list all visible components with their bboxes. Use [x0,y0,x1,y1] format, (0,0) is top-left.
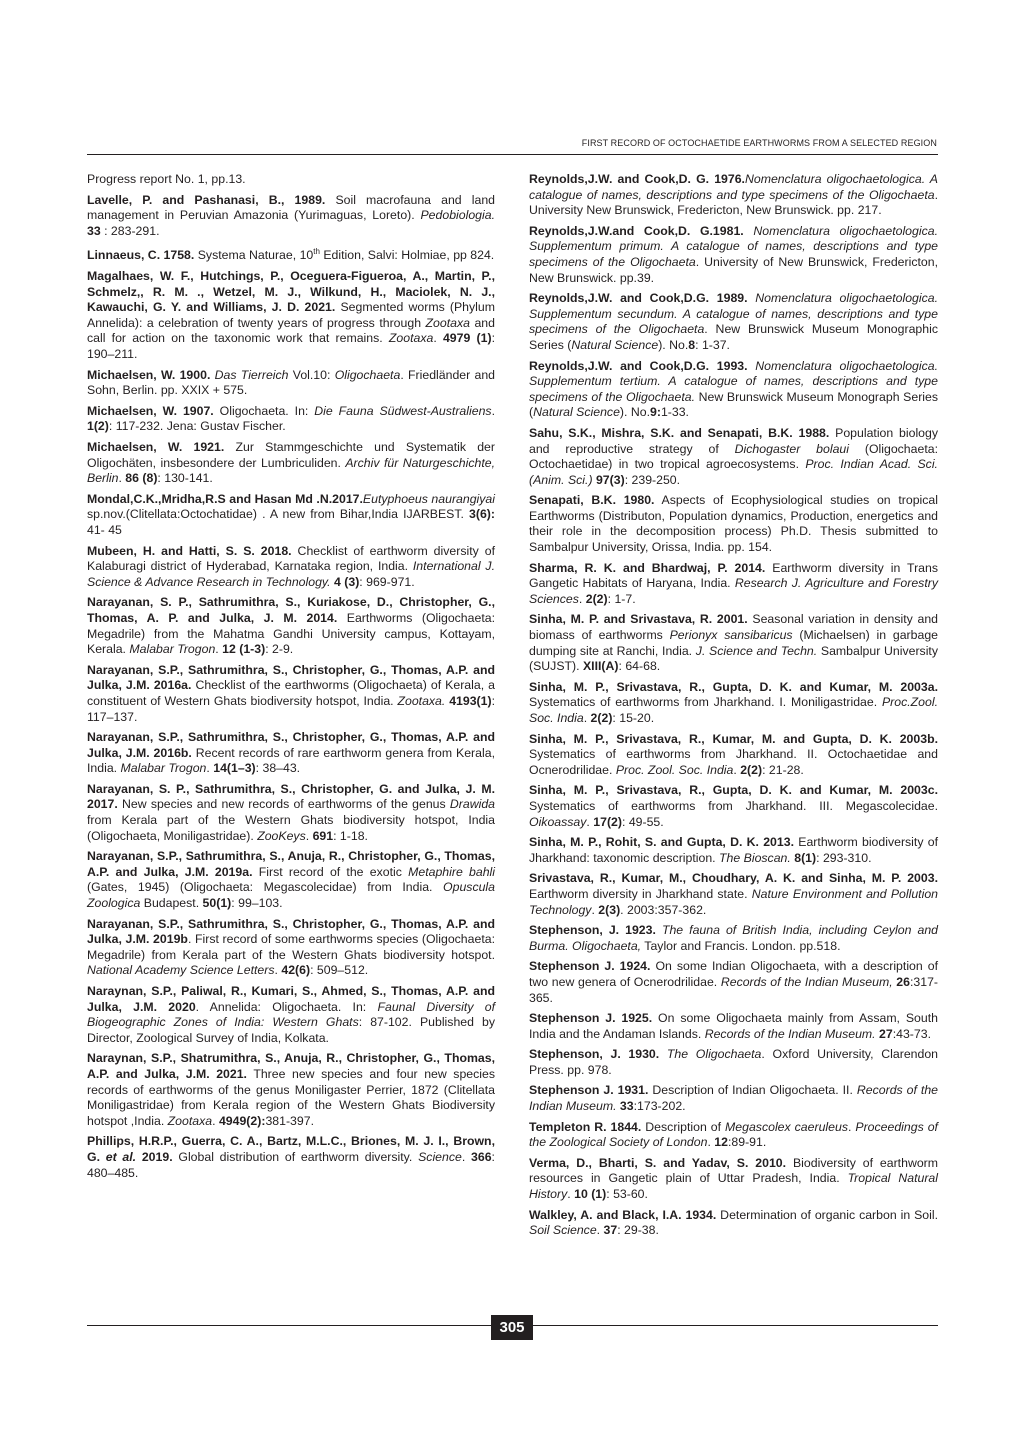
reference-entry [87,544,495,591]
reference-text: . [215,642,223,657]
reference-italic-title: Das Tierreich [214,367,289,382]
reference-entry [529,493,938,555]
reference-italic-title: Natural Science [571,337,659,352]
reference-authors: Templeton R. 1844. [529,1119,642,1134]
reference-italic-title: Proc.Zool. Soc. India [529,695,938,725]
reference-text: Systematics of earthworms from Jharkhand. III. Megascolecidae. [529,798,938,813]
reference-text [659,1047,667,1061]
reference-italic-title: Dichogaster bolaui [734,441,849,456]
reference-text: . University of New Brunswick, Fredericton, New Brunswick. pp.39. [529,254,938,285]
reference-authors: 27 [879,1026,893,1041]
reference-text: Aspects of Ecophysiological studies on tropical Earthworms (Distributon, Population dynamics, Production, energetics and their role in the decomposition process) Ph.D. Thesis submitted to Sambalpur University, Orissa, India. pp. 154. [529,493,938,555]
running-head: FIRST RECORD OF OCTOCHAETIDE EARTHWORMS FROM A SELECTED REGION [581,138,937,148]
reference-text: . 2003:357-362. [620,902,707,917]
reference-text: : 99–103. [231,896,283,911]
footer-rule-right [533,1325,938,1326]
reference-text: :43-73. [892,1026,931,1041]
reference-text: : 15-20. [612,711,655,725]
reference-text: : 1-18. [333,828,368,843]
reference-text: . [591,902,599,917]
reference-entry [87,269,495,363]
reference-authors: Linnaeus, C. 1758. [87,248,195,263]
reference-text: Oligochaeta. In: [213,403,315,418]
reference-italic-title: Nomenclatura oligochaetologica. Supplementum tertium. A catalogue of names, descriptions and type specimens of the Oligochaeta. [529,358,939,404]
reference-entry [529,835,938,866]
reference-italic-title: National Academy Science Letters [87,963,275,978]
reference-authors: Mondal,C.K.,Mridha,R.S and Hasan Md .N.2017. [87,491,363,506]
reference-text: Vol.10: [288,367,335,382]
reference-authors: Narayanan, S.P., Sathrumithra, S., Anuja, R., Christopher, G., Thomas, A.P. and Julka, J.M. 2019a. [87,849,495,879]
reference-text: Soil macrofauna and land management in Peruvian Amazonia (Yurimaguas, Loreto). [87,192,495,223]
reference-text: . [733,762,741,777]
reference-authors: Stephenson J. 1924. [529,959,651,974]
reference-authors: Reynolds,J.W.and Cook,D. G.1981. [529,223,744,238]
reference-italic-title: The fauna of British India, including Ceylon and Burma. Oligochaeta, [529,923,938,953]
reference-italic-title: Nomenclatura oligochaetologica. Supplementum primum. A catalogue of names, descriptions and type specimens of the Oligochaeta [529,223,938,269]
reference-authors: 12 [714,1135,728,1150]
reference-authors: Reynolds,J.W. and Cook,D.G. 1989. [529,291,748,306]
reference-text: Three new species and four new species records of earthworms of the genus Moniligaster Perrier, 1872 (Clitellata Moniligastridae) from Kerala region of the Western Ghats Biodiversity hotspot ,India. [87,1066,496,1128]
reference-text: Seasonal variation in density and biomass of earthworms [529,612,939,643]
reference-text: :173-202. [633,1099,686,1114]
footer-rule-left [87,1325,491,1326]
reference-text: Systema Naturae, 10 [194,248,314,263]
reference-text: Earthworm diversity in Trans Gangetic Habitats of Haryana, India. [529,560,938,591]
reference-italic-title: International J. Science & Advance Research in Technology. [87,559,495,589]
reference-entry [529,561,938,608]
reference-text: : 38–43. [255,761,301,776]
reference-italic-title: Oligochaeta [334,367,401,382]
reference-italic-title: The Bioscan. [719,850,791,865]
reference-text: New Brunswick Museum Monograph Series ( [529,389,939,420]
reference-text: . [274,963,282,978]
references-right-column [529,172,938,1244]
reference-text: : 480–485. [87,1149,495,1180]
reference-authors: 4979 (1) [442,331,492,346]
reference-italic-title: Zootaxa [167,1113,213,1128]
reference-italic-title: Proc. Indian Acad. Sci. (Anim. Sci.) [529,457,938,487]
reference-text: On some Indian Oligochaeta, with a description of two new genera of Ocnerodrilidae. [529,959,938,989]
reference-authors: et al. [105,1149,137,1164]
reference-text: ). No. [619,405,650,420]
reference-text: . [567,1187,575,1202]
reference-authors: 2(3) [598,902,621,917]
reference-italic-title: Pedobiologia. [420,208,495,223]
reference-text: First record of the exotic [252,864,409,879]
reference-text: . First record of some earthworms species (Oligochaeta: Megadrile) from Kerala part of the Western Ghats biodiversity hotspot. [87,932,496,962]
reference-entry [529,1083,938,1114]
reference-text: Checklist of the earthworms (Oligochaeta) of Kerala, a constituent of Western Ghats biodiversity hotspot, India. [87,678,495,708]
reference-italic-title: ZooKeys [257,828,306,843]
reference-text: Sambalpur University (SUJST). [529,643,939,674]
reference-authors: 86 (8) [125,471,158,486]
reference-text: . [578,591,586,606]
reference-authors: Narayanan, S.P., Sathrumithra, S., Christopher, G., Thomas, A.P. and Julka, J.M. 2016b. [87,730,495,760]
reference-entry [87,492,495,539]
reference-entry [529,783,938,830]
reference-italic-title: Eutyphoeus naurangiyai [362,491,496,506]
reference-text: Earthworms (Oligochaeta: Megadrile) from the Mahatma Gandhi University campus, Kottayam, Kerala. [87,610,495,657]
reference-authors: Michaelsen, W. 1921. [87,440,225,454]
reference-text: Global distribution of earthworm diversity. [172,1149,419,1164]
reference-text: . [596,1223,604,1238]
reference-authors: Sharma, R. K. and Bhardwaj, P. 2014. [529,560,766,575]
reference-text: Edition, Salvi: Holmiae, pp 824. [319,248,495,263]
reference-text: . [212,1113,219,1128]
reference-authors: 4193(1) [449,693,492,708]
reference-entry [529,1047,938,1078]
reference-authors: 8(1) [794,850,817,865]
reference-authors: 10 (1) [574,1187,607,1202]
reference-italic-title: Zootaxa. [397,693,446,708]
reference-text: 381-397. [265,1113,314,1128]
reference-authors: 2(2) [590,711,613,725]
reference-entry [87,172,495,188]
reference-authors: 2(2) [585,591,608,606]
reference-italic-title: Perionyx sansibaricus [669,628,793,643]
reference-italic-title: The Oligochaeta [666,1047,762,1062]
reference-authors: Magalhaes, W. F., Hutchings, P., Oceguera-Figueroa, A., Martin, P., Schmelz,, R. M. ., Wetzel, M. J., Wilkund, H., Maciolek, N. J., Kawauchi, G. Y. and Williams, J. D. 2021. [87,269,495,315]
reference-text: . New Brunswick Museum Monographic Series ( [529,322,938,352]
reference-text: . [461,1149,472,1164]
reference-text: Progress report No. 1, pp.13. [87,172,246,186]
reference-entry [87,663,495,725]
reference-text: . [707,1135,715,1150]
reference-text: Budapest. [140,896,203,911]
reference-text: : 53-60. [606,1187,648,1202]
reference-authors: 33 [87,223,101,238]
reference-entry [529,612,938,674]
reference-italic-title: Oikoassay [529,814,587,829]
reference-authors: Michaelsen, W. 1900. [87,367,211,382]
reference-text: . [847,1119,856,1134]
reference-authors: 33 [619,1099,634,1114]
reference-authors: 4949(2): [218,1113,266,1128]
reference-authors: Reynolds,J.W. and Cook,D.G. 1993. [529,358,748,373]
reference-text: Zur Stammgeschichte und Systematik der Oligochäten, insbesondere der Lumbriculiden. [87,440,495,470]
reference-entry [529,1011,938,1042]
reference-italic-title: Drawida [449,797,495,812]
reference-italic-title: Proc. Zool. Soc. India [615,762,734,777]
reference-italic-title: Records of the Indian Museum. [529,1083,939,1114]
reference-text: . Friedländer and Sohn, Berlin. pp. XXIX + 575. [87,367,496,398]
reference-authors: Stephenson J. 1931. [529,1083,649,1098]
reference-authors: 14(1–3) [213,761,256,776]
reference-authors: Sahu, S.K., Mishra, S.K. and Senapati, B.K. 1988. [529,425,830,440]
reference-text: : 130-141. [157,471,213,486]
reference-authors: 37 [603,1223,618,1238]
reference-italic-title: Nomenclatura oligochaetologica. Supplementum secundum. A catalogue of names, descriptions and type specimens of the Oligochaeta [529,291,939,337]
reference-text: New species and new records of earthworms of the genus [117,797,450,812]
reference-italic-title: Nature Environment and Pollution Technology [529,886,938,917]
reference-entry [529,1208,938,1239]
reference-italic-title: Proceedings of the Zoological Society of London [529,1119,938,1150]
reference-authors: 2(2) [740,762,763,777]
reference-text: . [433,331,443,346]
reference-entry [87,1051,495,1129]
reference-text: Biodiversity of earthworm resources in Gangetic plain of Uttar Pradesh, India. [529,1155,938,1186]
reference-text: : 283-291. [100,223,160,238]
reference-authors: Stephenson J. 1925. [529,1011,653,1026]
reference-text: . [491,403,495,418]
reference-text: Description of Indian Oligochaeta. II. [648,1083,857,1098]
reference-text: (Oligochaeta: Octochaetidae) in two tropical agroecosystems. [529,441,938,472]
reference-authors: 4 (3) [334,574,360,589]
reference-italic-title: Zootaxa [425,315,470,330]
reference-text: from Kerala part of the Western Ghats biodiversity hotspot, India (Oligochaeta, Moniligastridae). [87,813,495,843]
reference-entry [87,404,495,435]
reference-text: . [583,711,591,725]
reference-text: On some Oligochaeta mainly from Assam, South India and the Andaman Islands. [529,1011,938,1041]
reference-text: : 21-28. [762,762,804,777]
reference-authors: 366 [471,1149,492,1164]
reference-text: :89-91. [727,1135,767,1150]
reference-italic-title: Records of the Indian Museum, [720,974,893,989]
reference-text: : 293-310. [816,850,872,865]
reference-text: : 29-38. [617,1223,659,1238]
reference-authors: Stephenson, J. 1930. [529,1047,660,1062]
reference-authors: 26 [896,974,910,989]
reference-text: Description of [641,1119,726,1134]
reference-text: : 1-7. [607,591,636,606]
reference-text: 41- 45 [87,522,122,537]
reference-text: and call for action on the taxonomic work that remains. [87,315,495,346]
reference-authors: Stephenson, J. 1923. [529,923,656,938]
reference-italic-title: Metaphire bahli [408,864,495,879]
reference-authors: 2019. [136,1149,173,1164]
reference-text: Recent records of rare earthworm genera from Kerala, India. [87,745,495,776]
reference-entry [87,595,495,657]
reference-text: . [586,814,594,829]
reference-text: Systematics of earthworms from Jharkhand. I. Moniligastridae. [529,695,882,710]
reference-text: (Michaelsen) in garbage dumping site at Ranchi, India. [529,628,938,658]
reference-text: . Annelida: Oligochaeta. In: [195,999,378,1014]
reference-text: Checklist of earthworm diversity of Kalaburagi district of Hyderabad, Karnataka region, India. [87,543,496,574]
reference-text: Taylor and Francis. London. pp.518. [641,938,841,953]
reference-text: Population biology and reproductive strategy of [529,425,939,456]
reference-entry [87,440,495,487]
reference-authors: Reynolds,J.W. and Cook,D. G. 1976. [529,172,745,186]
reference-entry [529,172,938,219]
reference-authors: Narayanan, S. P., Sathrumithra, S., Christopher, G. and Julka, J. M. 2017. [87,781,495,812]
page-number: 305 [491,1315,533,1340]
reference-entry [87,984,495,1046]
reference-italic-title: Malabar Trogon [129,642,216,657]
reference-entry [87,730,495,777]
reference-authors: Sinha, M. P., Srivastava, R., Gupta, D. K. and Kumar, M. 2003c. [529,783,938,798]
reference-authors: Narayanan, S. P., Sathrumithra, S., Kuriakose, D., Christopher, G., Thomas, A. P. and Julka, J. M. 2014. [87,595,495,625]
reference-text: Earthworm biodiversity of Jharkhand: taxonomic description. [529,835,939,865]
reference-italic-title: Tropical Natural History [529,1171,938,1202]
reference-text: : 239-250. [624,472,681,487]
reference-authors: 8 [688,337,696,352]
reference-text: : 64-68. [618,659,661,674]
reference-text: : 117–137. [87,693,496,724]
reference-text: Determination of organic carbon in Soil. [716,1207,938,1222]
reference-text: Segmented worms (Phylum Annelida): a celebration of twenty years of progress through [87,300,495,330]
reference-italic-title: Soil Science [529,1223,597,1238]
reference-entry [529,871,938,918]
reference-text: Systematics of earthworms from Jharkhand. II. Octochaetidae and Ocnerodrilidae. [529,747,938,777]
reference-authors: Walkley, A. and Black, I.A. 1934. [529,1207,717,1222]
reference-entry [529,732,938,779]
reference-italic-title: Megascolex caeruleus [725,1119,848,1134]
reference-entry [529,291,938,353]
reference-text: sp.nov.(Clitellata:Octochatidae) . A new from Bihar,India IJARBEST. [87,507,470,522]
reference-authors: Mubeen, H. and Hatti, S. S. 2018. [87,543,292,558]
reference-italic-title: Science [418,1149,462,1164]
reference-entry [87,244,495,264]
reference-text: . [305,828,313,843]
reference-text: 1-33. [660,405,689,420]
reference-entry [529,1156,938,1203]
reference-authors: 9: [650,405,661,420]
reference-italic-title: Nomenclatura oligochaetologica. A catalogue of names, descriptions and type specimens of the Oligochaeta [529,172,938,202]
reference-italic-title: Faunal Diversity of Biogeographic Zones of India: Western Ghats [87,999,495,1030]
reference-italic-title: Natural Science [533,405,620,420]
references-left-column [87,172,495,1186]
reference-authors: 50(1) [202,896,232,911]
reference-text: :317-365. [529,974,938,1005]
reference-authors: 17(2) [593,814,622,829]
reference-text: Earthworm diversity in Jharkhand state. [529,886,752,901]
reference-italic-title: Research J. Agriculture and Forestry Sciences [529,576,938,606]
reference-authors: Sinha, M. P., Rohit, S. and Gupta, D. K. 2013. [529,835,794,850]
reference-italic-title: Zootaxa [388,331,434,346]
reference-authors: Verma, D., Bharti, S. and Yadav, S. 2010. [529,1155,787,1170]
reference-entry [87,917,495,979]
reference-text: : 190–211. [87,331,495,362]
reference-authors: 42(6) [281,963,311,978]
reference-entry [87,782,495,844]
reference-entry [529,959,938,1006]
reference-entry [529,1120,938,1151]
reference-authors: 97(3) [595,472,625,487]
reference-authors: Michaelsen, W. 1907. [87,403,214,418]
reference-italic-title: J. Science and Techn. [695,643,818,658]
reference-authors: 3(6): [469,507,495,522]
reference-entry [87,849,495,911]
header-rule [87,154,938,155]
reference-authors: Srivastava, R., Kumar, M., Choudhary, A. K. and Sinha, M. P. 2003. [529,871,938,886]
reference-authors: 12 (1-3) [222,642,266,657]
reference-text: : 117-232. Jena: Gustav Fischer. [108,419,286,434]
reference-text: . University New Brunswick, Fredericton, New Brunswick. pp. 217. [529,187,938,218]
reference-text: : 969-971. [359,574,415,589]
reference-entry [529,224,938,286]
reference-text: . Oxford University, Clarendon Press. pp. 978. [529,1047,939,1077]
reference-authors: XIII(A) [582,659,619,674]
reference-authors: Sinha, M. P., Srivastava, R., Gupta, D. K. and Kumar, M. 2003a. [529,679,938,694]
reference-text: : 1-37. [695,337,730,352]
reference-italic-title: Die Fauna Südwest-Australiens [314,403,492,418]
reference-text: : 509–512. [310,963,369,978]
reference-authors: Narayanan, S.P., Sathrumithra, S., Christopher, G., Thomas, A.P. and Julka, J.M. 2019b [87,916,495,947]
reference-entry [87,193,495,240]
reference-text: . [206,761,214,776]
reference-text: : 2-9. [265,642,294,657]
reference-entry [87,368,495,399]
reference-authors: Senapati, B.K. 1980. [529,493,655,508]
reference-italic-title: Opuscula Zoologica [87,880,495,911]
reference-authors: 1(2) [87,419,109,434]
reference-italic-title: Records of the Indian Museum. [704,1026,876,1041]
reference-text [744,224,754,238]
reference-text: . [118,471,126,486]
reference-italic-title: Malabar Trogon [120,761,207,776]
reference-authors: Lavelle, P. and Pashanasi, B., 1989. [87,192,326,207]
reference-authors: Naraynan, S.P., Paliwal, R., Kumari, S., Ahmed, S., Thomas, A.P. and Julka, J.M. 2020 [87,984,495,1014]
reference-entry [529,359,938,421]
reference-text: (Gates, 1945) (Oligochaeta: Megascolecidae) from India. [87,880,444,895]
reference-entry [529,426,938,488]
reference-authors: 691 [312,828,334,843]
reference-entry [529,680,938,727]
reference-authors: Narayanan, S.P., Sathrumithra, S., Christopher, G., Thomas, A.P. and Julka, J.M. 2016a. [87,662,495,693]
reference-authors: Phillips, H.R.P., Guerra, C. A., Bartz, M.L.C., Briones, M. J. I., Brown, G. [87,1134,495,1164]
reference-text: ). No. [658,337,689,352]
reference-authors: Sinha, M. P., Srivastava, R., Kumar, M. and Gupta, D. K. 2003b. [529,731,938,746]
reference-italic-title: Archiv für Naturgeschichte, Berlin [87,455,495,486]
reference-entry [87,1134,495,1181]
reference-authors: Sinha, M. P. and Srivastava, R. 2001. [529,612,748,627]
reference-text: th [313,247,320,257]
reference-text: : 87-102. Published by Director, Zoological Survey of India, Kolkata. [87,1015,495,1045]
reference-entry [529,923,938,954]
reference-authors: Naraynan, S.P., Shatrumithra, S., Anuja, R., Christopher, G., Thomas, A.P. and Julka, J.M. 2021. [87,1051,495,1081]
reference-text: : 49-55. [621,814,664,829]
